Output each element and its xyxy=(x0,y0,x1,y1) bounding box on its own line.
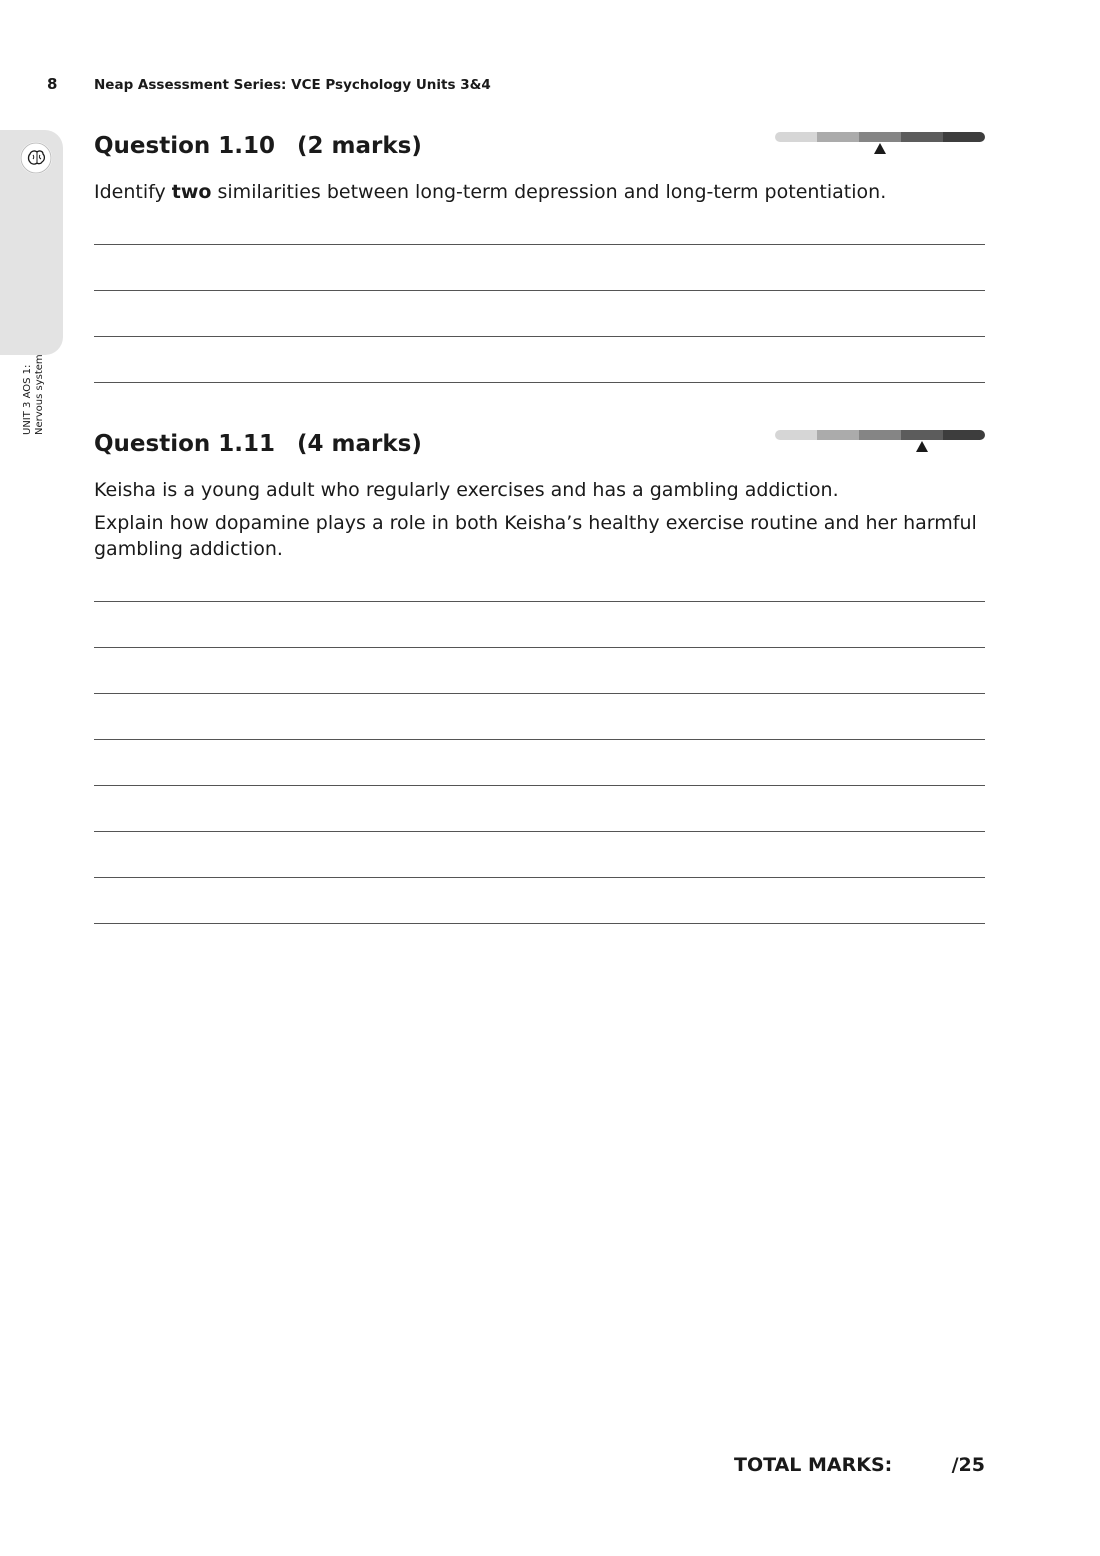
question-text-part: Identify xyxy=(94,181,172,203)
difficulty-segment xyxy=(943,430,985,440)
difficulty-segment xyxy=(775,132,817,142)
difficulty-segment xyxy=(775,430,817,440)
difficulty-scale xyxy=(775,430,985,454)
difficulty-bar xyxy=(775,132,985,142)
question-marks: (2 marks) xyxy=(297,133,422,159)
question-number: Question 1.10 xyxy=(94,133,276,159)
answer-line[interactable] xyxy=(94,740,985,786)
running-header: Neap Assessment Series: VCE Psychology Units 3&4 xyxy=(94,77,491,93)
question-1-11 xyxy=(94,428,985,562)
difficulty-segment xyxy=(859,430,901,440)
answer-area[interactable] xyxy=(94,199,985,383)
difficulty-segment xyxy=(817,430,859,440)
question-1-10 xyxy=(94,130,985,205)
unit-label-line2: Nervous system xyxy=(34,354,45,435)
difficulty-pointer-icon xyxy=(874,143,886,154)
unit-label xyxy=(22,285,46,435)
difficulty-pointer-icon xyxy=(916,441,928,452)
page-number: 8 xyxy=(47,75,58,93)
difficulty-scale xyxy=(775,132,985,156)
difficulty-segment xyxy=(901,132,943,142)
unit-side-tab xyxy=(0,130,63,435)
question-text-part: similarities between long-term depression and long-term potentiation. xyxy=(211,181,887,203)
total-marks xyxy=(734,1454,985,1476)
answer-line[interactable] xyxy=(94,556,985,602)
unit-label-line1: UNIT 3 AOS 1: xyxy=(22,364,33,435)
answer-line[interactable] xyxy=(94,694,985,740)
brain-icon xyxy=(20,142,52,174)
answer-line[interactable] xyxy=(94,291,985,337)
question-marks: (4 marks) xyxy=(297,431,422,457)
answer-line[interactable] xyxy=(94,878,985,924)
answer-line[interactable] xyxy=(94,199,985,245)
difficulty-segment xyxy=(859,132,901,142)
answer-line[interactable] xyxy=(94,602,985,648)
answer-line[interactable] xyxy=(94,337,985,383)
answer-line[interactable] xyxy=(94,648,985,694)
difficulty-segment xyxy=(817,132,859,142)
answer-area[interactable] xyxy=(94,556,985,924)
difficulty-segment xyxy=(901,430,943,440)
answer-line[interactable] xyxy=(94,245,985,291)
question-text-emphasis: two xyxy=(171,181,212,203)
difficulty-segment xyxy=(943,132,985,142)
difficulty-bar xyxy=(775,430,985,440)
question-text: Explain how dopamine plays a role in both Keisha’s healthy exercise routine and her harmful gambling addiction. xyxy=(94,512,977,560)
question-number: Question 1.11 xyxy=(94,431,276,457)
scenario-text: Keisha is a young adult who regularly exercises and has a gambling addiction. xyxy=(94,479,839,501)
total-marks-label: TOTAL MARKS: xyxy=(734,1454,893,1476)
answer-line[interactable] xyxy=(94,786,985,832)
answer-line[interactable] xyxy=(94,832,985,878)
total-marks-out-of: /25 xyxy=(951,1454,985,1476)
